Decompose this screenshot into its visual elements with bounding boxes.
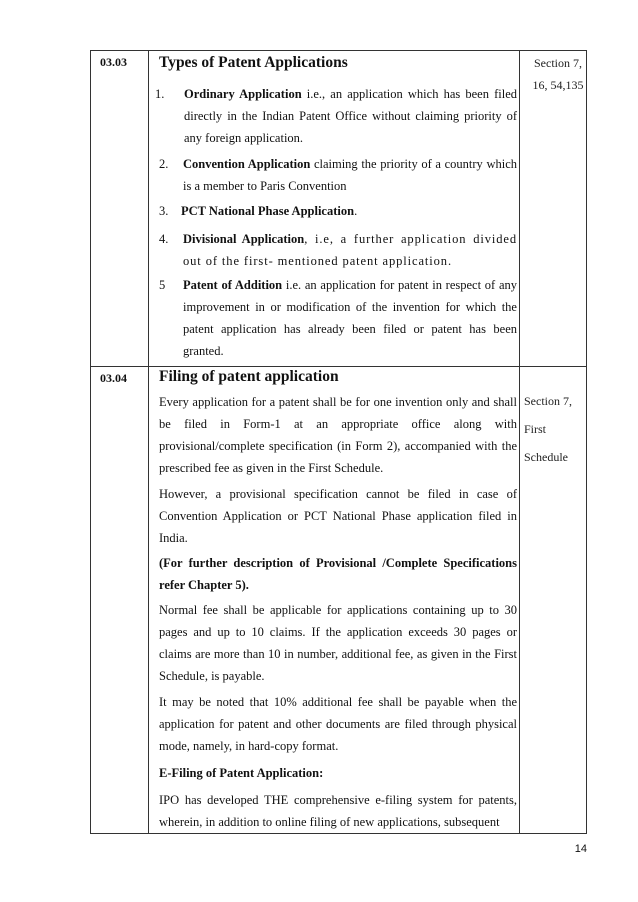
list-item [159, 228, 517, 272]
row-divider [91, 366, 586, 367]
list-number: 5 [159, 278, 166, 292]
subheading: E-Filing of Patent Application: [159, 766, 324, 780]
list-number: 3. [159, 204, 169, 218]
item-text: i.e., an application which has been filed directly in the Indian Patent Office without claiming priority of any foreign application. [184, 87, 517, 145]
section-line: Section 7, [534, 56, 582, 70]
paragraph: IPO has developed THE comprehensive e-filing system for patents, wherein, in addition to online filing of new applications, subsequent [159, 793, 517, 829]
list-number: 1. [155, 87, 165, 101]
item-text: i.e. an application for patent in respect of any improvement in or modification of the invention for which the patent application has already been filed or patent has been granted. [183, 278, 517, 358]
item-term: PCT National Phase Application [181, 204, 355, 218]
item-term: Convention Application [183, 157, 311, 171]
paragraph: (For further description of Provisional /Complete Specifications refer Chapter 5). [159, 556, 517, 592]
column-divider [519, 51, 520, 833]
paragraph: Every application for a patent shall be for one invention only and shall be filed in Form-1 at an appropriate office along with provisional/complete specification (in Form 2), accompanied with the prescribed fee as given in the First Schedule. [159, 395, 517, 475]
paragraph: However, a provisional specification cannot be filed in case of Convention Application or PCT National Phase application filed in India. [159, 487, 517, 545]
page-number: 14 [574, 843, 587, 855]
row-number: 03.04 [100, 371, 127, 385]
item-text: claiming the priority of a country which is a member to Paris Convention [183, 157, 518, 193]
item-text: . [354, 204, 358, 218]
document-table [90, 50, 587, 834]
row-title: Filing of patent application [159, 368, 339, 385]
list-number: 2. [159, 157, 169, 171]
row-title: Types of Patent Applications [159, 54, 348, 71]
section-line: First [524, 422, 547, 436]
item-term: Divisional Application [183, 232, 305, 246]
list-number: 4. [159, 232, 169, 246]
section-reference [529, 52, 587, 96]
item-term: Patent of Addition [183, 278, 283, 292]
section-line: Schedule [524, 450, 568, 464]
column-divider [148, 51, 149, 833]
item-text: , i.e, a further application divided out of the first- mentioned patent application. [183, 232, 517, 268]
item-term: Ordinary Application [184, 87, 302, 101]
list-item [159, 274, 517, 362]
row-number: 03.03 [100, 55, 127, 69]
section-line: Section 7, [524, 394, 572, 408]
paragraph: Normal fee shall be applicable for applications containing up to 30 pages and up to 10 claims. If the application exceeds 30 pages or claims are more than 10 in number, additional fee, as given in the First Schedule, is payable. [159, 603, 517, 683]
paragraph: It may be noted that 10% additional fee shall be payable when the application for patent and other documents are filed through physical mode, namely, in hard-copy format. [159, 695, 517, 753]
section-reference [524, 390, 584, 468]
list-item [159, 200, 517, 222]
list-item [159, 153, 517, 197]
list-item [155, 83, 517, 149]
section-line: 16, 54,135 [532, 78, 584, 92]
